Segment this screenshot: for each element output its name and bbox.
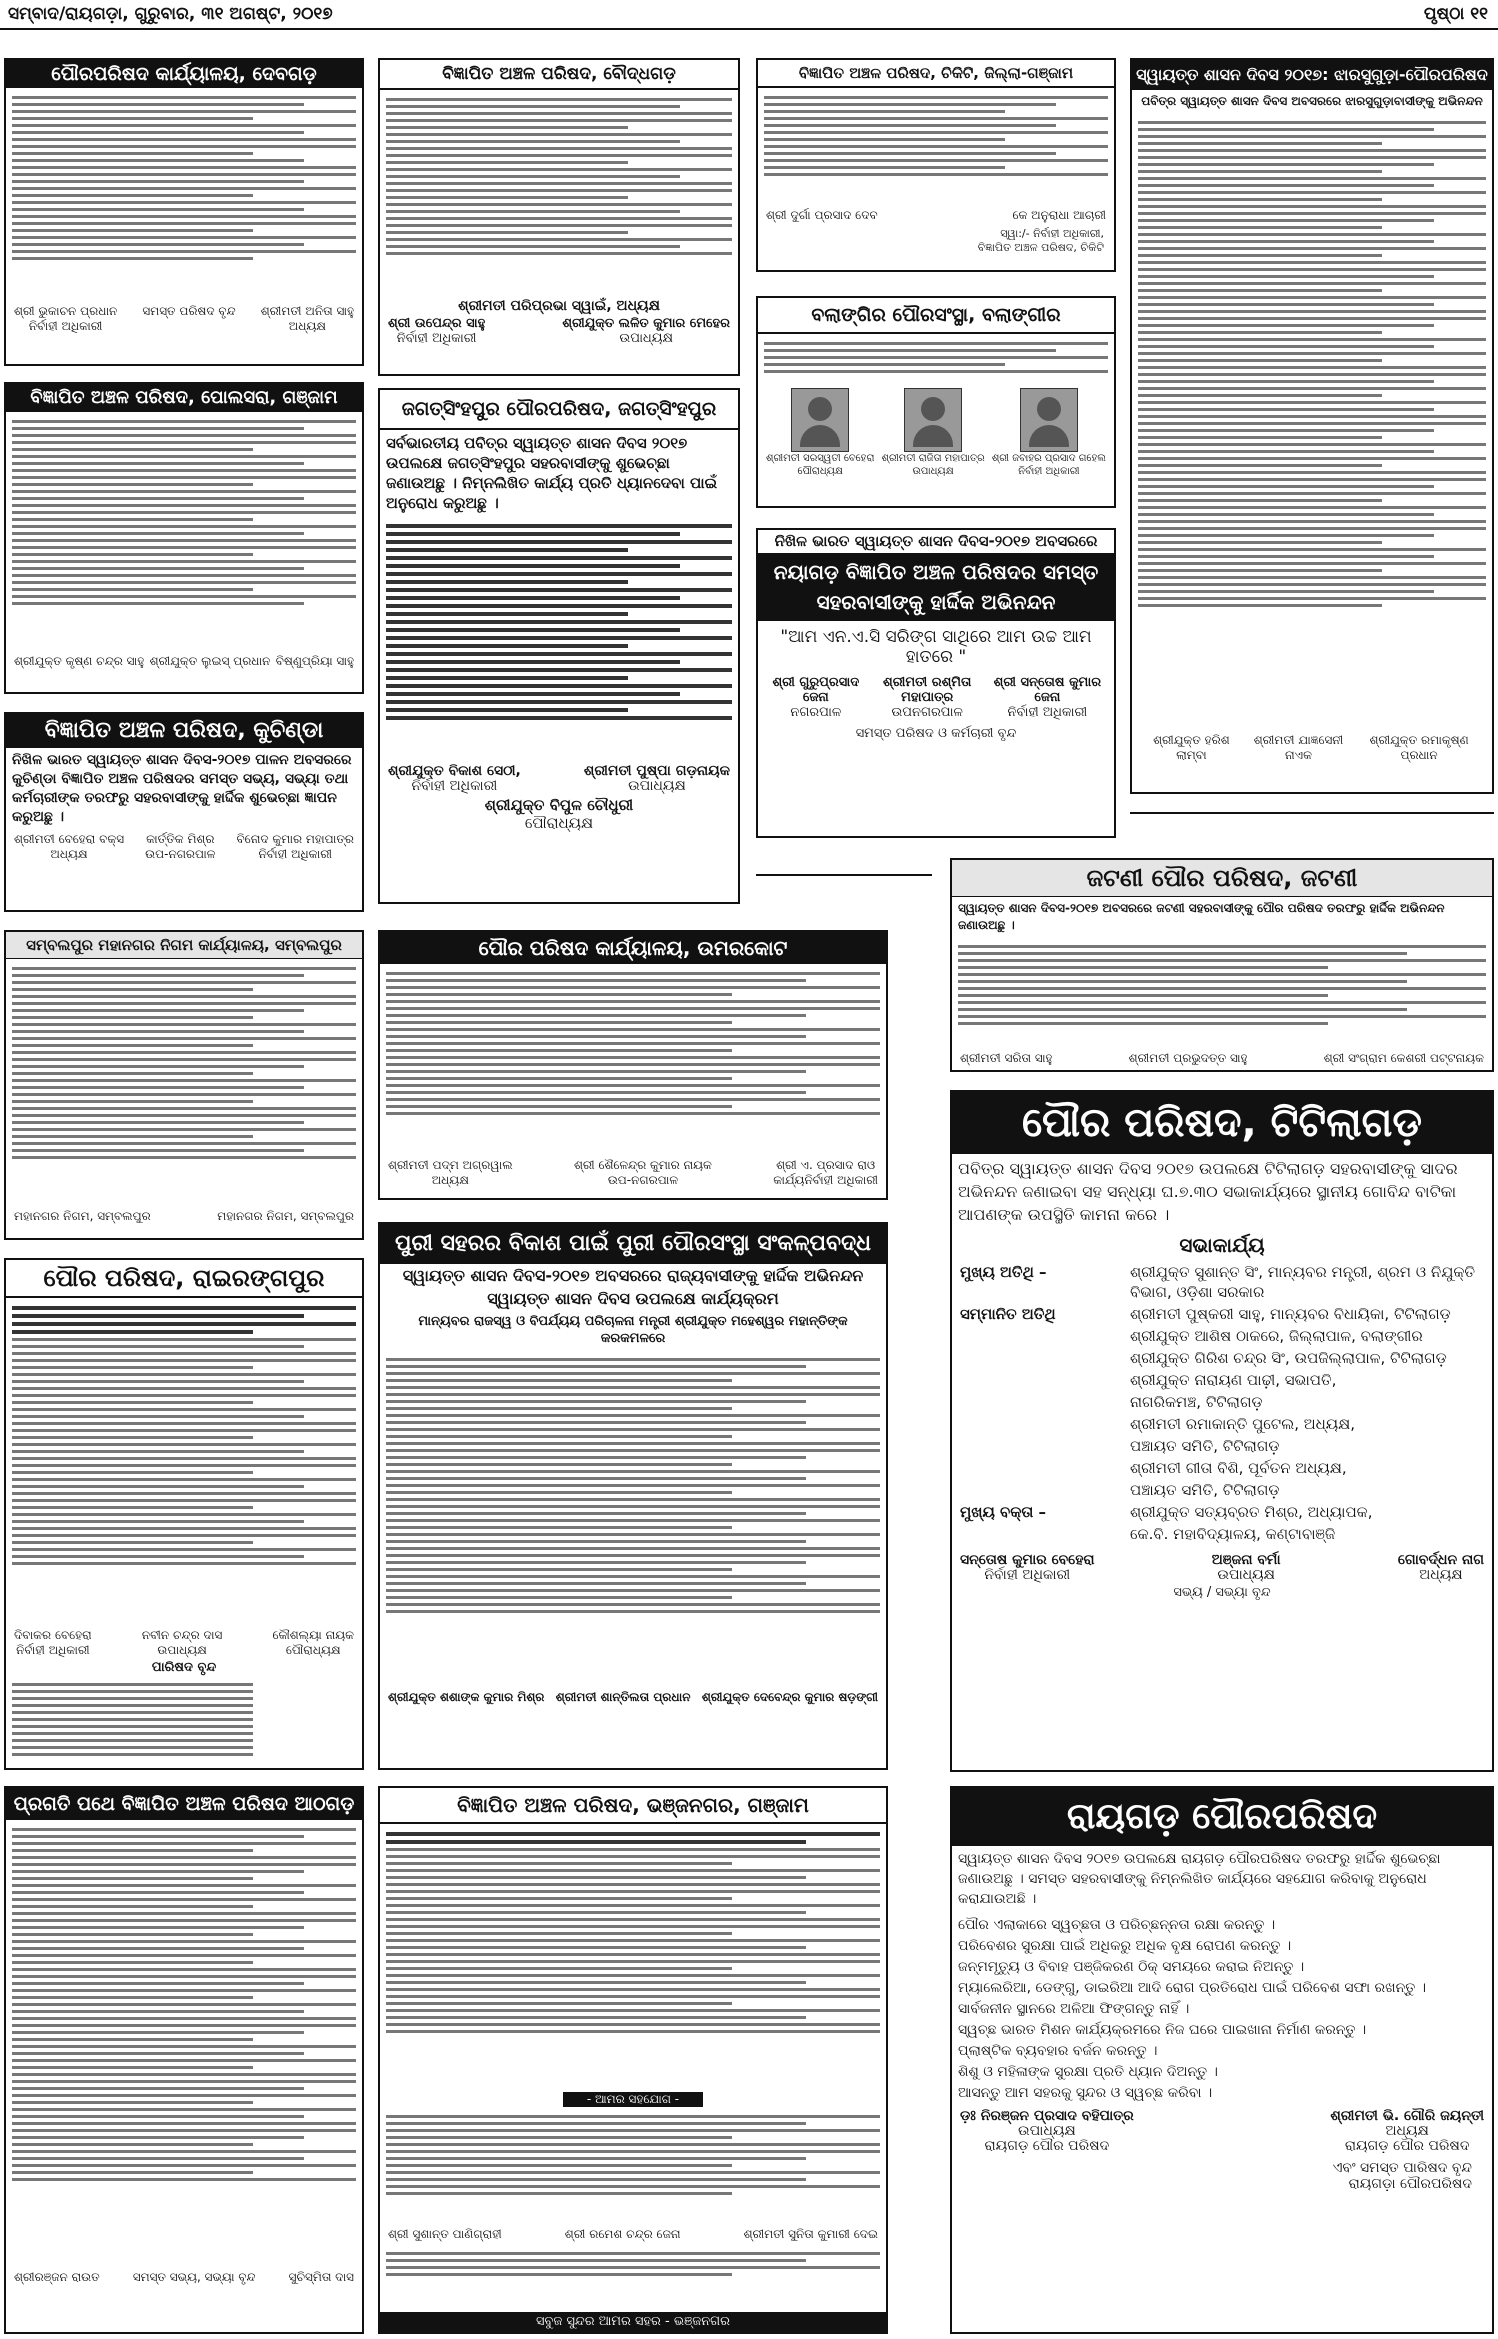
signatures	[1132, 731, 1492, 765]
signatures	[758, 673, 1114, 722]
sig-2: ଶ୍ରୀମତୀ ରଶ୍ମିତା ମହାପାତ୍ର ଉପନଗରପାଳ	[883, 675, 972, 720]
sig-1: ଶ୍ରୀମତୀ ସରିତା ସାହୁ	[960, 1051, 1053, 1065]
ad-title: ରାୟଗଡ଼ ପୌରପରିଷଦ	[952, 1788, 1492, 1846]
signatures	[380, 314, 738, 348]
chikiti-officer: ସ୍ୱା:/- ନିର୍ବାହୀ ଅଧିକାରୀ, ବିଜ୍ଞାପିତ ଅଞ୍ଚଳ ପରିଷଦ, ଚିକିଟି	[977, 227, 1104, 254]
chief-speaker-row: ମୁଖ୍ୟ ବକ୍ତା – ଶ୍ରୀଯୁକ୍ତ ସତ୍ୟବ୍ରତ ମିଶ୍ର, ଅଧ୍ୟାପକ,	[960, 1503, 1373, 1521]
ad-jharsuguda	[1130, 58, 1494, 794]
sig-1: ମହାନଗର ନିଗମ, ସମ୍ବଲପୁର	[14, 1209, 151, 1223]
bullet-item: ସାର୍ବଜନୀନ ସ୍ଥାନରେ ଅଳିଆ ଫିଙ୍ଗନ୍ତୁ ନାହିଁ ।	[958, 2001, 1190, 2017]
ad-chikiti	[756, 58, 1116, 272]
signatures	[6, 1207, 362, 1226]
photo-2: ଶ୍ରୀମତୀ ରାଜିତା ମହାପାତ୍ର ଉପାଧ୍ୟକ୍ଷ	[882, 388, 985, 478]
signatures	[6, 1626, 362, 1660]
ad-bolangir	[756, 296, 1116, 508]
ad-body	[952, 937, 1492, 1049]
sig-2: ଶ୍ରୀ ରମେଶ ଚନ୍ଦ୍ର ଜେନା	[564, 2227, 681, 2241]
signatures	[380, 1688, 886, 1707]
sig-2: କାର୍ତ୍ତିକ ମିଶ୍ର ଉପ-ନଗରପାଳ	[145, 832, 216, 861]
guest-row: ନାଗରିକମଞ୍ଚ, ଟିଟିଲାଗଡ଼	[1130, 1393, 1263, 1411]
bullet-item: ସ୍ୱଚ୍ଛ ଭାରତ ମିଶନ କାର୍ଯ୍ୟକ୍ରମରେ ନିଜ ଘରେ ପାଇଖାନା ନିର୍ମାଣ କରନ୍ତୁ ।	[958, 2022, 1367, 2038]
signatures	[758, 206, 1114, 225]
members-list	[6, 1675, 362, 1770]
guest-row: ଶ୍ରୀମତୀ ଗୀତା ବିଶି, ପୂର୍ବତନ ଅଧ୍ୟକ୍ଷ,	[1130, 1459, 1347, 1477]
ad-body	[380, 964, 886, 1156]
bullet-item: ଶିଶୁ ଓ ମହିଳାଙ୍କ ସୁରକ୍ଷା ପ୍ରତି ଧ୍ୟାନ ଦିଅନ୍ତୁ ।	[958, 2064, 1218, 2080]
ad-body	[758, 334, 1114, 386]
sig-2: ଶ୍ରୀମତୀ ଯାଜ୍ଞସେନୀ ନାଏକ	[1253, 733, 1344, 762]
ad-title: ପୌର ପରିଷଦ, ଟିଟିଲାଗଡ଼	[952, 1092, 1492, 1154]
puri-sub-2: ସ୍ୱାୟତ୍ତ ଶାସନ ଦିବସ ଉପଲକ୍ଷେ କାର୍ଯ୍ୟକ୍ରମ	[487, 1289, 779, 1308]
ad-intro: ସ୍ୱାୟତ୍ତ ଶାସନ ଦିବସ ୨୦୧୭ ଉପଲକ୍ଷେ ରାୟଗଡ଼ ପୌରପରିଷଦ ତରଫରୁ ହାର୍ଦ୍ଦିକ ଶୁଭେଚ୍ଛା ଜଣାଉଅଛୁ । ସମସ୍ତ ସହରବାସୀଙ୍କୁ ନିମ୍ନଲିଖିତ କାର୍ଯ୍ୟରେ ସହଯୋଗ କରିବାକୁ ଅନୁରୋଧ କରାଯାଉଅଛି ।	[958, 1851, 1441, 1907]
sig-1: ଶ୍ରୀମତୀ ପଦ୍ମ ଅଗ୍ରୱାଲ ଅଧ୍ୟକ୍ଷ	[388, 1158, 513, 1187]
signatures	[952, 1545, 1492, 1585]
ad-title: ବଲାଙ୍ଗିର ପୌରସଂସ୍ଥା, ବଲାଙ୍ଗୀର	[758, 298, 1114, 334]
ad-body: ନିଖିଳ ଭାରତ ସ୍ୱାୟତ୍ତ ଶାସନ ଦିବସ-୨୦୧୭ ପାଳନ ଅବସରରେ କୁଚିଣ୍ଡା ବିଜ୍ଞାପିତ ଅଞ୍ଚଳ ପରିଷଦର ସମସ୍ତ ସଭ୍ୟ, ସଭ୍ୟା ତଥା କର୍ମଚାରୀଙ୍କ ତରଫରୁ ସହରବାସୀଙ୍କୁ ହାର୍ଦ୍ଦିକ ଶୁଭେଚ୍ଛା ଜ୍ଞାପନ କରୁଅଛୁ ।	[12, 752, 352, 825]
ad-title: ବିଜ୍ଞାପିତ ଅଞ୍ଚଳ ପରିଷଦ, ଚିକିଟି, ଜିଲ୍ଲା-ଗଞ୍ଜାମ	[758, 60, 1114, 88]
sig-3: ଶ୍ରୀ ସନ୍ତୋଷ କୁମାର ଜେନା ନିର୍ବାହୀ ଅଧିକାରୀ	[993, 675, 1102, 720]
ad-puri	[378, 1222, 888, 1770]
ad-title: ଜଟଣୀ ପୌର ପରିଷଦ, ଜଟଣୀ	[952, 860, 1492, 897]
ad-footer: ସଭ୍ୟ / ସଭ୍ୟା ବୃନ୍ଦ	[1173, 1585, 1271, 1600]
ad-athagarh	[4, 1786, 364, 2334]
sig-3: କୌଶଲ୍ୟା ନାୟକ ପୌରାଧ୍ୟକ୍ଷ	[272, 1628, 354, 1657]
ad-body	[758, 88, 1114, 206]
bullet-item: ପରିବେଶର ସୁରକ୍ଷା ପାଇଁ ଅଧିକରୁ ଅଧିକ ବୃକ୍ଷ ରୋପଣ କରନ୍ତୁ ।	[958, 1938, 1292, 1954]
ad-body	[6, 1820, 362, 2268]
guest-row: ଶ୍ରୀମତୀ ରମାକାନ୍ତି ପୁଟେଲ, ଅଧ୍ୟକ୍ଷ,	[1130, 1415, 1356, 1433]
sig-2: ଶ୍ରୀମତୀ ଶାନ୍ତିଲତା ପ୍ରଧାନ	[555, 1690, 691, 1704]
sig-2: ନବୀନ ଚନ୍ଦ୍ର ଦାସ ଉପାଧ୍ୟକ୍ଷ	[141, 1628, 223, 1657]
ad-title: ବିଜ୍ଞାପିତ ଅଞ୍ଚଳ ପରିଷଦ, ଭଞ୍ଜନଗର, ଗଞ୍ଜାମ	[380, 1788, 886, 1824]
puri-sub-1: ସ୍ୱାୟତ୍ତ ଶାସନ ଦିବସ-୨୦୧୭ ଅବସରରେ ରାଜ୍ୟବାସୀଙ୍କୁ ହାର୍ଦ୍ଦିକ ଅଭିନନ୍ଦନ	[402, 1266, 864, 1285]
ad-body	[1132, 113, 1492, 731]
sig-3: ଶ୍ରୀମତୀ ଅନିତା ସାହୁ ଅଧ୍ୟକ୍ଷ	[260, 304, 354, 333]
ad-title: ଜଗତ୍‌ସିଂହପୁର ପୌରପରିଷଦ, ଜଗତ୍‌ସିଂହପୁର	[380, 390, 738, 430]
honoured-guest-row: ସମ୍ମାନିତ ଅତିଥି ଶ୍ରୀମତୀ ପୁଷ୍କରୀ ସାହୁ, ମାନ୍ୟବର ବିଧାୟିକା, ଟିଟିଲାଗଡ଼	[960, 1305, 1451, 1323]
masthead	[0, 0, 1498, 30]
ad-title: ପୌରପରିଷଦ କାର୍ଯ୍ୟାଳୟ, ଦେବଗଡ଼	[6, 60, 362, 88]
guest-row: ପଞ୍ଚାୟତ ସମିତି, ଟିଟିଲାଗଡ଼	[1130, 1481, 1280, 1499]
guest-row: ଶ୍ରୀଯୁକ୍ତ ଆଶିଷ ଠାକରେ, ଜିଲ୍ଲାପାଳ, ବଲାଙ୍ଗୀର	[1130, 1327, 1423, 1345]
sig-2: ଶ୍ରୀମତୀ ପ୍ରଭୁଦତ୍ତ ସାହୁ	[1128, 1051, 1248, 1065]
program-heading: ସଭାକାର୍ଯ୍ୟ	[1179, 1233, 1265, 1257]
bullet-item: ପ୍ଲାଷ୍ଟିକ ବ୍ୟବହାର ବର୍ଜନ କରନ୍ତୁ ।	[958, 2043, 1158, 2059]
ad-body	[6, 412, 362, 652]
bullet-list	[952, 1912, 1492, 2107]
sig-3: ଶ୍ରୀମତୀ ସୁନିତା କୁମାରୀ ଦେଇ	[743, 2227, 878, 2241]
page-number: ପୃଷ୍ଠା ୧୧	[1423, 4, 1488, 24]
guest-row: ଶ୍ରୀଯୁକ୍ତ ନାରାୟଣ ପାଢ଼ୀ, ସଭାପତି,	[1130, 1371, 1337, 1389]
photo-1: ଶ୍ରୀମତୀ ସରସ୍ୱତୀ ବେହେରା ପୌରାଧ୍ୟକ୍ଷ	[766, 388, 874, 478]
ad-headline: ନୟାଗଡ଼ ବିଜ୍ଞାପିତ ଅଞ୍ଚଳ ପରିଷଦର ସମସ୍ତ ସହରବାସୀଙ୍କୁ ହାର୍ଦ୍ଦିକ ଅଭିନନ୍ଦନ	[758, 553, 1114, 621]
ad-footer: ସବୁଜ ସୁନ୍ଦର ଆମର ସହର - ଭଞ୍ଜନଗର	[380, 2312, 886, 2332]
sig-2: ଅଞ୍ଜନା ବର୍ମା ଉପାଧ୍ୟକ୍ଷ	[1211, 1552, 1281, 1583]
ad-title: ପ୍ରଗତି ପଥେ ବିଜ୍ଞାପିତ ଅଞ୍ଚଳ ପରିଷଦ ଆଠଗଡ଼	[6, 1788, 362, 1820]
sig-1: ଶ୍ରୀ ସୁଶାନ୍ତ ପାଣିଗ୍ରାହୀ	[388, 2227, 502, 2241]
sig-3: ଶ୍ରୀ ଏ. ପ୍ରସାଦ ରାଓ କାର୍ଯ୍ୟନିର୍ବାହୀ ଅଧିକାରୀ	[773, 1158, 878, 1187]
sig-1: ସନ୍ତୋଷ କୁମାର ବେହେରା ନିର୍ବାହୀ ଅଧିକାରୀ	[960, 1552, 1095, 1583]
ad-body	[380, 1824, 886, 2092]
ad-nayagarh	[756, 528, 1116, 838]
sig-1: ଡ଼ଃ ନିରଞ୍ଜନ ପ୍ରସାଦ ବହିପାତ୍ର ଉପାଧ୍ୟକ୍ଷ ରାୟଗଡ଼ ପୌର ପରିଷଦ	[960, 2108, 1134, 2154]
ad-quote: "ଆମ ଏନ.ଏ.ସି ସରିଙ୍ଗ ସାଥିରେ ଆମ ଉଚ୍ଚ ଆମ ହାତରେ "	[780, 627, 1092, 667]
ad-kuchinda	[4, 712, 364, 912]
ad-sub: ପବିତ୍ର ସ୍ୱାୟତ୍ତ ଶାସନ ଦିବସ ଅବସରରେ ଝାରସୁଗୁଡ଼ାବାସୀଙ୍କୁ ଅଭିନନ୍ଦନ	[1141, 94, 1483, 108]
ad-body	[6, 1298, 362, 1626]
ad-rairangpur	[4, 1258, 364, 1770]
sig-3: ସୁଚିସ୍ମିତା ଦାସ	[288, 2270, 354, 2284]
sig-1: ଶ୍ରୀ ଗୁରୁପ୍ରସାଦ ଜେନା ନଗରପାଳ	[772, 675, 860, 720]
ad-bhanjanagar	[378, 1786, 888, 2334]
place-date: /ରାୟଗଡ଼ା, ଗୁରୁବାର, ୩୧ ଅଗଷ୍ଟ, ୨୦୧୭	[58, 4, 333, 24]
members-label: ପାରିଷଦ ବୃନ୍ଦ	[151, 1660, 217, 1675]
ad-body	[380, 516, 738, 762]
ad-title: ନିଖିଳ ଭାରତ ସ୍ୱାୟତ୍ତ ଶାସନ ଦିବସ-୨୦୧୭ ଅବସରରେ	[774, 532, 1098, 550]
masthead-left	[8, 4, 333, 24]
sig-3: ବିନୋଦ କୁମାର ମହାପାତ୍ର ନିର୍ବାହୀ ଅଧିକାରୀ	[236, 832, 354, 861]
ad-title: ବିଜ୍ଞାପିତ ଅଞ୍ଚଳ ପରିଷଦ, ବୌଦ୍ଧଗଡ଼	[380, 60, 738, 90]
chair-line: ଶ୍ରୀମତୀ ପରିପ୍ରଭା ସ୍ୱାଇଁ, ଅଧ୍ୟକ୍ଷ	[458, 298, 660, 314]
chair-signature: ଶ୍ରୀଯୁକ୍ତ ବିପୁଳ ଚୌଧୁରୀ ପୌରାଧ୍ୟକ୍ଷ	[484, 796, 634, 832]
sig-3: ଶ୍ରୀଯୁକ୍ତ ରମାକୃଷ୍ଣ ପ୍ରଧାନ	[1369, 733, 1469, 762]
signatures	[380, 762, 738, 796]
guest-row: ଶ୍ରୀଯୁକ୍ତ ଗିରିଶ ଚନ୍ଦ୍ର ସିଂ, ଉପଜିଲ୍ଲାପାଳ, ଟିଟିଲାଗଡ଼	[1130, 1349, 1447, 1367]
portrait-2	[904, 388, 962, 452]
ad-polsara	[4, 382, 364, 694]
bullet-item: ଆସନ୍ତୁ ଆମ ସହରକୁ ସୁନ୍ଦର ଓ ସ୍ୱଚ୍ଛ କରିବା ।	[958, 2085, 1213, 2101]
signatures	[6, 2268, 362, 2287]
bullet-item: ଜନ୍ମମୃତ୍ୟୁ ଓ ବିବାହ ପଞ୍ଜିକରଣ ଠିକ୍ ସମୟରେ କରାଇ ନିଅନ୍ତୁ ।	[958, 1959, 1305, 1975]
ad-debagarh	[4, 58, 364, 366]
ad-jagatsinghpur	[378, 388, 740, 904]
sig-2: ଶ୍ରୀ ଶୈଳେନ୍ଦ୍ର କୁମାର ନାୟକ ଉପ-ନଗରପାଳ	[573, 1158, 712, 1187]
sig-2: ଶ୍ରୀଯୁକ୍ତ ଲୁଇସ୍ ପ୍ରଧାନ	[149, 654, 271, 668]
ad-body-3	[380, 2244, 886, 2292]
ad-title: ସ୍ୱାୟତ୍ତ ଶାସନ ଦିବସ ୨୦୧୭: ଝାରସୁଗୁଡ଼ା-ପୌରପରିଷଦ	[1132, 60, 1492, 90]
ad-footer: ସମସ୍ତ ପରିଷଦ ଓ କର୍ମଚାରୀ ବୃନ୍ଦ	[855, 726, 1017, 741]
ad-title: ପୌର ପରିଷଦ, ରାଇରଙ୍ଗପୁର	[6, 1260, 362, 1298]
ad-title: ସମ୍ବଲପୁର ମହାନଗର ନିଗମ କାର୍ଯ୍ୟାଳୟ, ସମ୍ବଲପୁର	[6, 932, 362, 959]
sig-3: ଗୋବର୍ଦ୍ଧନ ନାଗ ଅଧ୍ୟକ୍ଷ	[1397, 1552, 1484, 1583]
sig-1: ଶ୍ରୀ ଉପେନ୍ଦ୍ର ସାହୁ ନିର୍ବାହୀ ଅଧିକାରୀ	[388, 316, 486, 346]
sig-1: ଶ୍ରୀଯୁକ୍ତ ବିକାଶ ସେଠୀ, ନିର୍ବାହୀ ଅଧିକାରୀ	[388, 763, 521, 794]
bullet-item: ପୌର ଏଲାକାରେ ସ୍ୱଚ୍ଛତା ଓ ପରିଚ୍ଛନ୍ନତା ରକ୍ଷା କରନ୍ତୁ ।	[958, 1917, 1276, 1933]
sig-1: ଶ୍ରୀଯୁକ୍ତ କୃଷ୍ଣ ଚନ୍ଦ୍ର ସାହୁ	[14, 654, 145, 668]
sig-1: ଶ୍ରୀଯୁକ୍ତ ହରିଶ ଲାମ୍ବା	[1153, 733, 1230, 762]
portrait-3	[1020, 388, 1078, 452]
paper-name: ସମ୍ବାଦ	[8, 4, 59, 24]
sig-2: ଶ୍ରୀଯୁକ୍ତ ଲଳିତ କୁମାର ମେହେର ଉପାଧ୍ୟକ୍ଷ	[562, 316, 730, 346]
chief-guest-row: ମୁଖ୍ୟ ଅତିଥି – ଶ୍ରୀଯୁକ୍ତ ସୁଶାନ୍ତ ସିଂ, ମାନ୍ୟବର ମନ୍ତ୍ରୀ, ଶ୍ରମ ଓ ନିଯୁକ୍ତି ବିଭାଗ, ଓଡ଼ିଶା ସରକାର	[960, 1263, 1476, 1301]
sig-2: ସମସ୍ତ ପରିଷଦ ବୃନ୍ଦ	[142, 304, 236, 318]
ad-title: ବିଜ୍ଞାପିତ ଅଞ୍ଚଳ ପରିଷଦ, ପୋଲସରା, ଗଞ୍ଜାମ	[6, 384, 362, 412]
ad-jatani	[950, 858, 1494, 1072]
signatures	[6, 302, 362, 336]
ad-body	[380, 1350, 886, 1688]
ad-body	[6, 959, 362, 1207]
ad-title: ପୌର ପରିଷଦ କାର୍ଯ୍ୟାଳୟ, ଉମରକୋଟ	[380, 932, 886, 964]
sig-3: ଶ୍ରୀ ସଂଗ୍ରାମ କେଶରୀ ପଟ୍ଟନାୟକ	[1323, 1051, 1484, 1065]
sig-2: ମହାନଗର ନିଗମ, ସମ୍ବଲପୁର	[217, 1209, 354, 1223]
signatures	[6, 652, 362, 671]
sig-1: ଶ୍ରୀମତୀ ବେହେରା ବକ୍ସ ଅଧ୍ୟକ୍ଷ	[14, 832, 125, 861]
photos	[758, 386, 1114, 480]
bullet-item: ମ୍ୟାଲେରିଆ, ଡେଙ୍ଗୁ, ଡାଇରିଆ ଆଦି ରୋଗ ପ୍ରତିରୋଧ ପାଇଁ ପରିବେଶ ସଫା ରଖନ୍ତୁ ।	[958, 1980, 1426, 1996]
ad-umerkote	[378, 930, 888, 1200]
separator	[1130, 812, 1494, 814]
ad-sub: ସ୍ୱାୟତ୍ତ ଶାସନ ଦିବସ-୨୦୧୭ ଅବସରରେ ଜଟଣୀ ସହରବାସୀଙ୍କୁ ପୌର ପରିଷଦ ତରଫରୁ ହାର୍ଦ୍ଦିକ ଅଭିନନ୍ଦନ ଜଣାଉଅଛୁ ।	[958, 901, 1445, 932]
signatures	[380, 1156, 886, 1190]
ad-body-2	[380, 2107, 886, 2225]
ad-sambalpur	[4, 930, 364, 1240]
sig-1: ଶ୍ରୀଯୁକ୍ତ ଶଶାଙ୍କ କୁମାର ମିଶ୍ର	[388, 1690, 545, 1704]
ad-headline: ସର୍ବଭାରତୀୟ ପବିତ୍ର ସ୍ୱାୟତ୍ତ ଶାସନ ଦିବସ ୨୦୧୭ ଉପଲକ୍ଷେ ଜଗତ୍‌ସିଂହପୁର ସହରବାସୀଙ୍କୁ ଶୁଭେଚ୍ଛା ଜଣାଉଅଛୁ । ନିମ୍ନଲିଖିତ କାର୍ଯ୍ୟ ପ୍ରତି ଧ୍ୟାନଦେବା ପାଇଁ ଅନୁରୋଧ କରୁଅଛୁ ।	[386, 434, 718, 512]
signatures	[380, 2225, 886, 2244]
ad-footer: ଏବଂ ସମସ୍ତ ପାରିଷଦ ବୃନ୍ଦ ରାୟଗଡ଼ା ପୌରପରିଷଦ	[1332, 2160, 1472, 2192]
sig-3: ଶ୍ରୀଯୁକ୍ତ ଦେବେନ୍ଦ୍ର କୁମାର ଷଡ଼ଙ୍ଗୀ	[701, 1690, 878, 1704]
sig-1: ଶ୍ରୀରଞ୍ଜନ ରାଉତ	[14, 2270, 100, 2284]
guest-row: ପଞ୍ଚାୟତ ସମିତି, ଟିଟିଲାଗଡ଼	[1130, 1437, 1280, 1455]
ad-titilagarh	[950, 1090, 1494, 1772]
ad-boudh	[378, 58, 740, 376]
ad-body	[380, 90, 738, 298]
sig-1: ଶ୍ରୀ ଭୁକାଚନ ପ୍ରଧାନ ନିର୍ବାହୀ ଅଧିକାରୀ	[14, 304, 118, 333]
signatures	[952, 1049, 1492, 1068]
photo-3: ଶ୍ରୀ ଜବାହର ପ୍ରସାଦ ଗହେଲ ନିର୍ବାହୀ ଅଧିକାରୀ	[992, 388, 1106, 478]
ad-intro: ପବିତ୍ର ସ୍ୱାୟତ୍ତ ଶାସନ ଦିବସ ୨୦୧୭ ଉପଲକ୍ଷେ ଟିଟିଲାଗଡ଼ ସହରବାସୀଙ୍କୁ ସାଦର ଅଭିନନ୍ଦନ ଜଣାଇବା ସହ ସନ୍ଧ୍ୟା ଘ.୭.୩୦ ସଭାକାର୍ଯ୍ୟରେ ସ୍ଥାନୀୟ ଗୋବିନ୍ଦ ବାଟିକା ଆପଣଙ୍କ ଉପସ୍ଥିତି କାମନା କରେ ।	[958, 1159, 1458, 1224]
ad-body	[6, 88, 362, 302]
portrait-1	[791, 388, 849, 452]
ad-mid-banner: - ଆମର ସହଯୋଗ -	[563, 2092, 703, 2107]
sig-1: ଦିବାକର ବେହେରା ନିର୍ବାହୀ ଅଧିକାରୀ	[14, 1628, 92, 1657]
separator	[756, 874, 932, 876]
ad-title: ପୁରୀ ସହରର ବିକାଶ ପାଇଁ ପୁରୀ ପୌରସଂସ୍ଥା ସଂକଳ୍ପବଦ୍ଧ	[380, 1224, 886, 1264]
ad-rayagada	[950, 1786, 1494, 2334]
signatures	[6, 830, 362, 864]
puri-sub-3: ମାନ୍ୟବର ରାଜସ୍ୱ ଓ ବିପର୍ଯ୍ୟୟ ପରିଚାଳନା ମନ୍ତ୍ରୀ ଶ୍ରୀଯୁକ୍ତ ମହେଶ୍ୱର ମହାନ୍ତିଙ୍କ କରକମଳରେ	[418, 1314, 848, 1346]
sig-2: କେ ଅନୁରାଧା ଆଚାରୀ	[1012, 208, 1106, 222]
sig-2: ଶ୍ରୀମତୀ ଭି. ଗୌରି ଜୟନ୍ତୀ ଅଧ୍ୟକ୍ଷ ରାୟଗଡ଼ ପୌର ପରିଷଦ	[1330, 2108, 1484, 2154]
sig-3: ବିଷ୍ଣୁପ୍ରିୟା ସାହୁ	[275, 654, 354, 668]
signatures	[952, 2107, 1492, 2156]
ad-title: ବିଜ୍ଞାପିତ ଅଞ୍ଚଳ ପରିଷଦ, କୁଚିଣ୍ଡା	[6, 714, 362, 748]
sig-2: ସମସ୍ତ ସଭ୍ୟ, ସଭ୍ୟା ବୃନ୍ଦ	[132, 2270, 256, 2284]
sig-2: ଶ୍ରୀମତୀ ପୁଷ୍ପା ଗଡ଼ନାୟକ ଉପାଧ୍ୟକ୍ଷ	[583, 763, 730, 794]
speaker-row: କେ.ବି. ମହାବିଦ୍ୟାଳୟ, କଣ୍ଟାବାଞ୍ଜି	[1130, 1525, 1336, 1543]
sig-1: ଶ୍ରୀ ଦୁର୍ଗା ପ୍ରସାଦ ଦେବ	[766, 208, 878, 222]
